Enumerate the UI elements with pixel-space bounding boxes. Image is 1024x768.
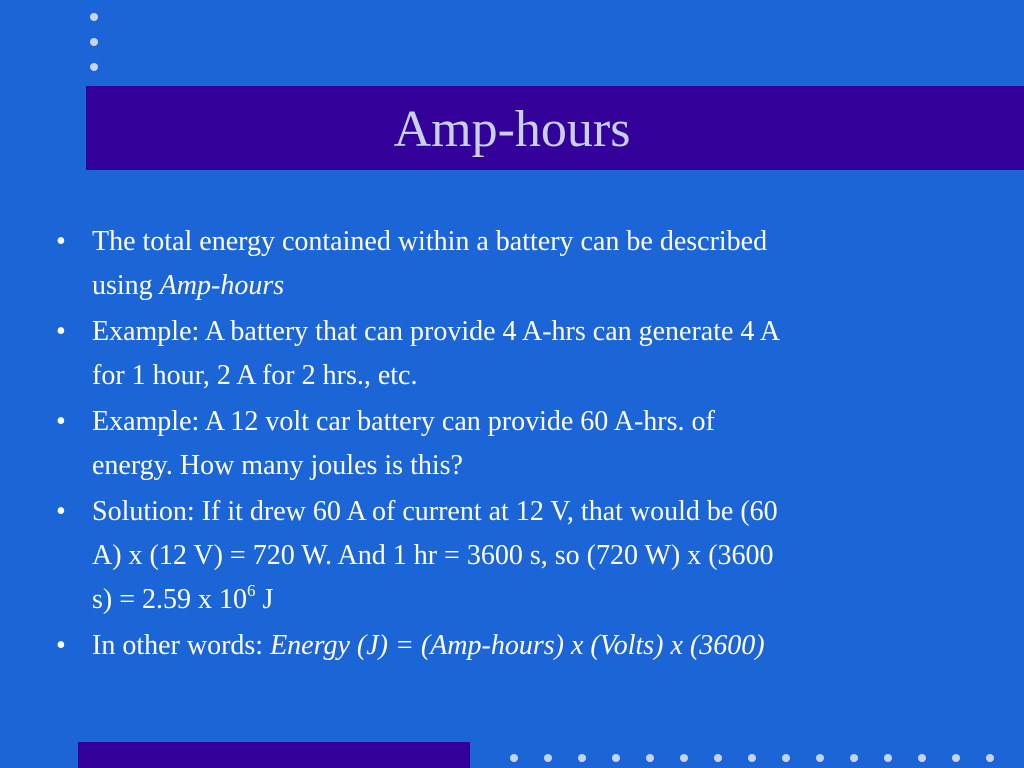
bullet-icon: • <box>56 630 66 661</box>
bullet-text <box>92 624 956 668</box>
bullet-text: for 1 hour, 2 A for 2 hrs., etc. <box>92 360 418 391</box>
bullet-list <box>56 220 956 670</box>
decorative-dot <box>952 754 960 762</box>
bullet-text: energy. How many joules is this? <box>92 450 463 481</box>
bullet-text: A) x (12 V) = 720 W. And 1 hr = 3600 s, so (720 W) x (3600 <box>92 540 774 571</box>
bullet-item <box>56 220 956 308</box>
decorative-dot <box>816 754 824 762</box>
bullet-item <box>56 310 956 398</box>
decorative-dot <box>884 754 892 762</box>
bullet-text: Solution: If it drew 60 A of current at 12 V, that would be (60 <box>92 496 778 527</box>
decorative-dot <box>782 754 790 762</box>
bullet-text-segment: In other words: <box>92 630 271 661</box>
bullet-text: Example: A 12 volt car battery can provide 60 A-hrs. of <box>92 406 715 437</box>
decorative-dot <box>850 754 858 762</box>
bottom-bar <box>78 742 470 768</box>
decorative-dot <box>986 754 994 762</box>
bullet-icon: • <box>56 316 66 347</box>
decorative-dot <box>90 38 98 46</box>
bullet-icon: • <box>56 226 66 257</box>
decorative-dot <box>748 754 756 762</box>
decorative-dot <box>510 754 518 762</box>
bullet-icon: • <box>56 496 66 527</box>
decorative-dot <box>90 13 98 21</box>
bullet-text: The total energy contained within a battery can be described <box>92 226 768 257</box>
bullet-text-segment: s) = 2.59 x 10 <box>92 584 248 615</box>
decorative-dot <box>544 754 552 762</box>
decorative-dot <box>578 754 586 762</box>
decorative-dot <box>918 754 926 762</box>
slide-title: Amp-hours <box>393 101 631 158</box>
bullet-item <box>56 624 956 668</box>
decorative-dot <box>680 754 688 762</box>
bullet-text <box>92 264 956 308</box>
italic-term: Amp-hours <box>159 270 285 301</box>
bullet-text <box>92 578 956 622</box>
bullet-item <box>56 400 956 488</box>
bullet-text-segment: J <box>255 584 274 615</box>
decorative-dot <box>90 63 98 71</box>
bullet-text-segment: using <box>92 270 160 301</box>
formula: Energy (J) = (Amp-hours) x (Volts) x (3600) <box>270 630 765 661</box>
bullet-text: Example: A battery that can provide 4 A-hrs can generate 4 A <box>92 316 781 347</box>
decorative-dot <box>714 754 722 762</box>
decorative-dot <box>612 754 620 762</box>
decorative-dot <box>646 754 654 762</box>
exponent: 6 <box>247 580 256 600</box>
bullet-item <box>56 490 956 622</box>
bullet-icon: • <box>56 406 66 437</box>
